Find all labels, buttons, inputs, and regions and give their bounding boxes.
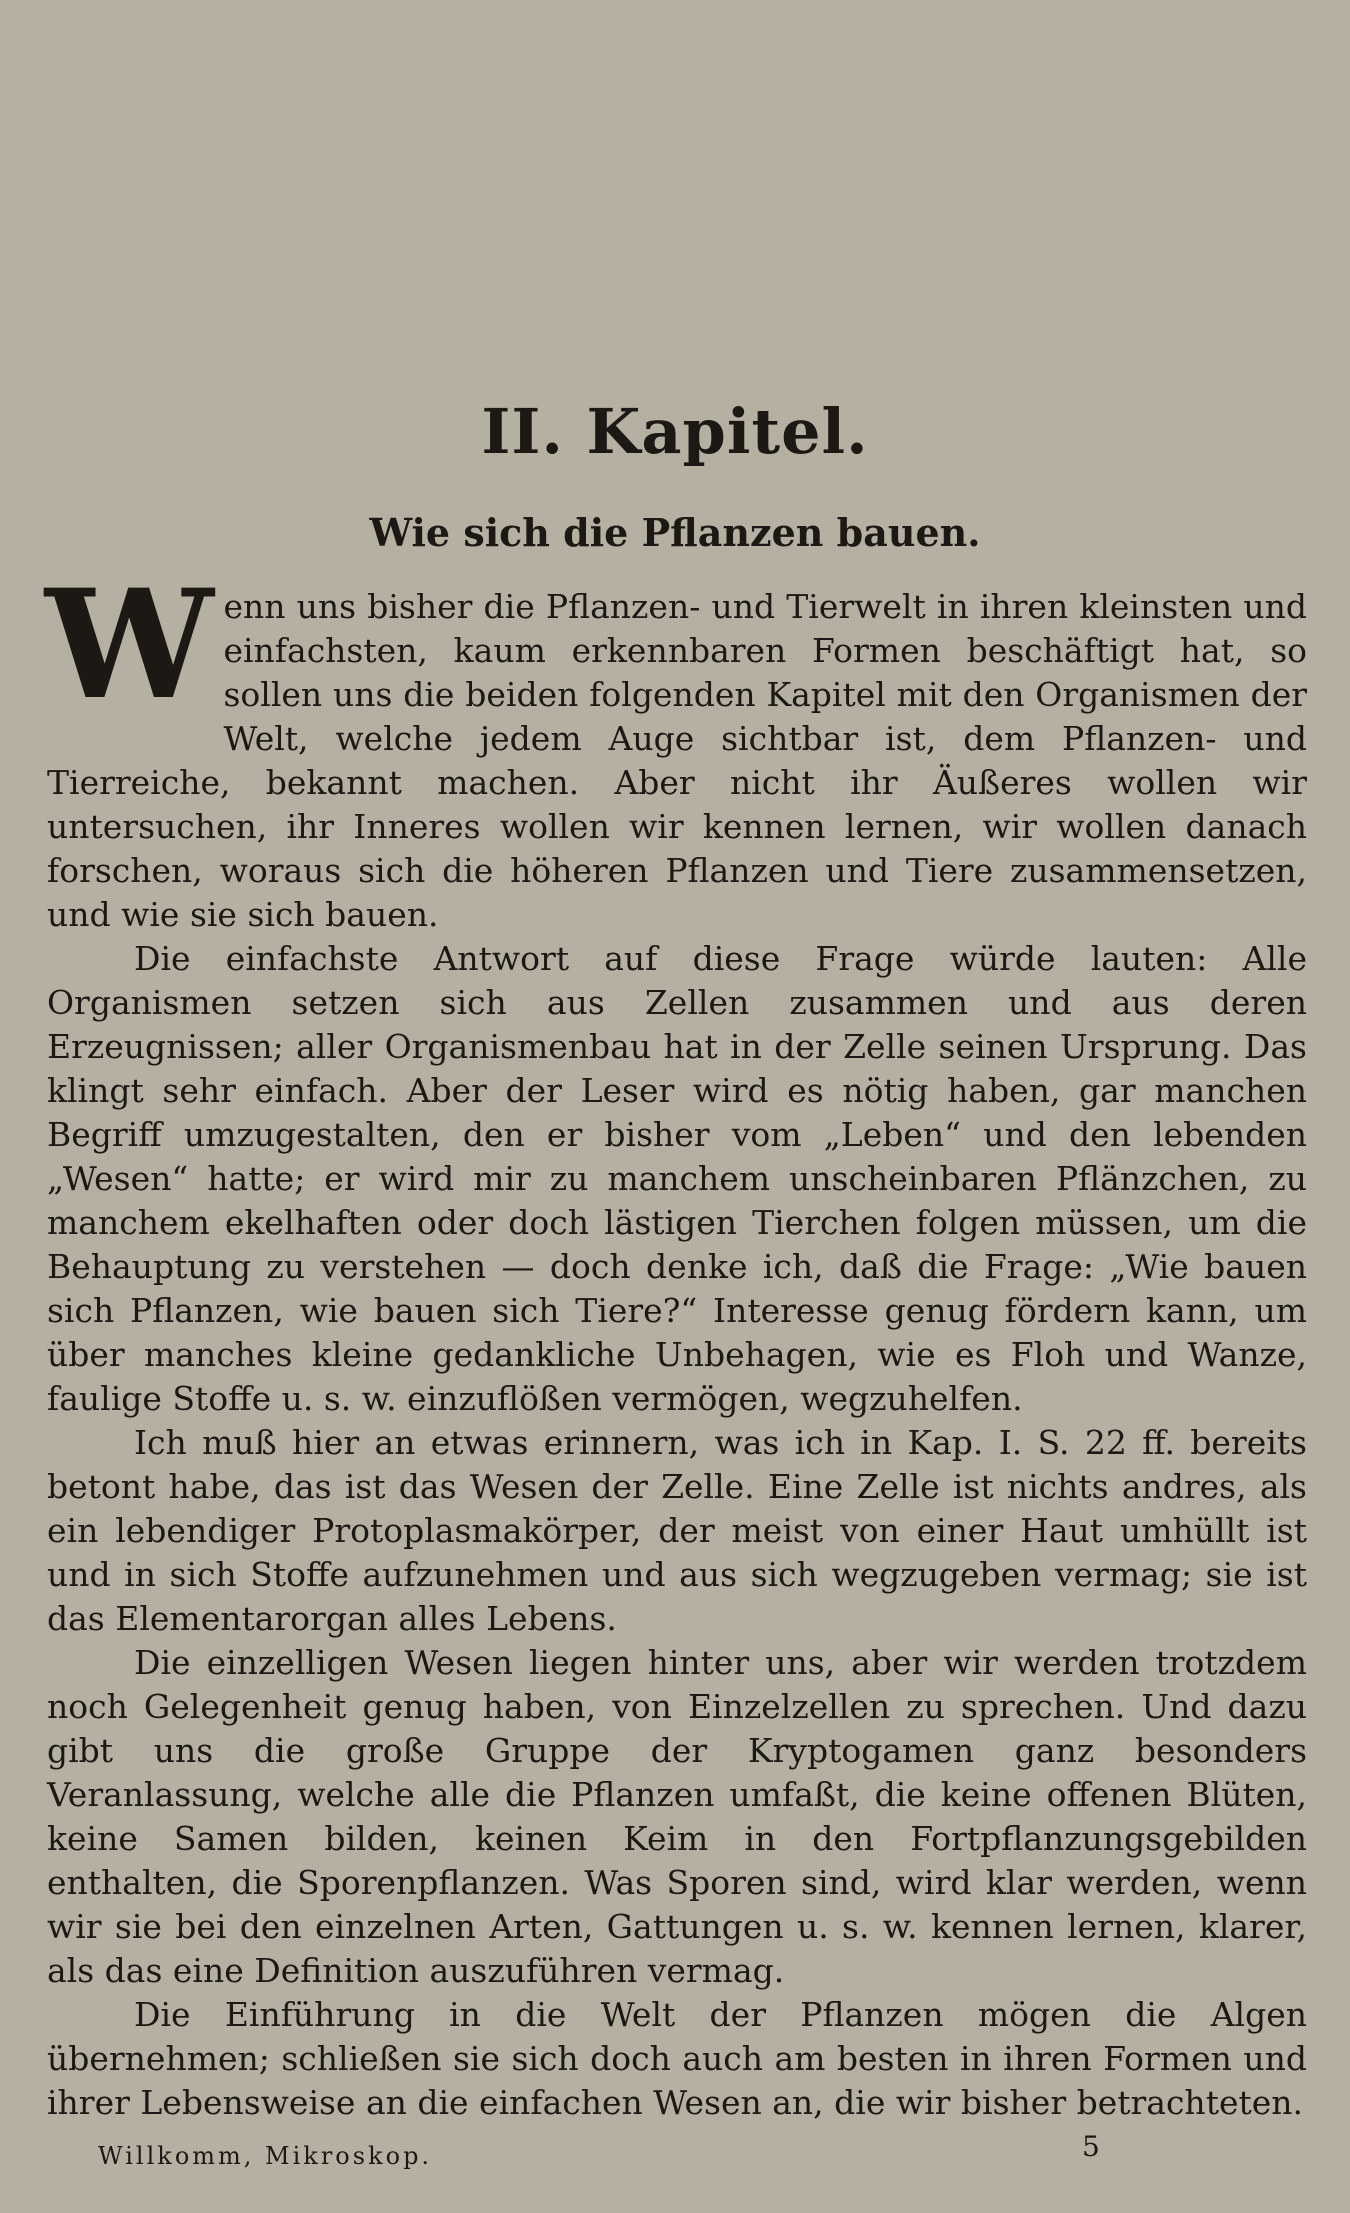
paragraph-2: Die einfachste Antwort auf diese Frage würde lauten: Alle Organismen setzen sich aus Zellen zusammen und aus deren Erzeugnissen; aller Organismenbau hat in der Zelle seinen Ursprung. Das klingt sehr einfach. Aber der Leser wird es nötig haben, gar manchen Begriff umzugestalten, den er bisher vom „Leben“ und den lebenden „Wesen“ hatte; er wird mir zu manchem unscheinbaren Pflänzchen, zu manchem ekelhaften oder doch lästigen Tierchen folgen müssen, um die Behauptung zu verstehen — doch denke ich, daß die Frage: „Wie bauen sich Pflanzen, wie bauen sich Tiere?“ Interesse genug fördern kann, um über manches kleine gedankliche Unbehagen, wie es Floh und Wanze, faulige Stoffe u. s. w. einzuflößen vermögen, wegzuhelfen. (47, 939, 1307, 1418)
page-number: 5 (1082, 2130, 1100, 2163)
paragraph-4: Die einzelligen Wesen liegen hinter uns, aber wir werden trotzdem noch Gelegenheit genug haben, von Einzelzellen zu sprechen. Und dazu gibt uns die große Gruppe der Kryptogamen ganz besonders Veranlassung, welche alle die Pflanzen umfaßt, die keine offenen Blüten, keine Samen bilden, keinen Keim in den Fortpflanzungsgebilden enthalten, die Sporenpflanzen. Was Sporen sind, wird klar werden, wenn wir sie bei den einzelnen Arten, Gattungen u. s. w. kennen lernen, klarer, als das eine Definition auszuführen vermag. (47, 1643, 1307, 1990)
drop-cap-initial: W (45, 557, 214, 733)
chapter-title: II. Kapitel. (481, 395, 869, 468)
paragraph-5: Die Einführung in die Welt der Pflanzen mögen die Algen übernehmen; schließen sie sich doch auch am besten in ihren Formen und ihrer Lebensweise an die einfachen Wesen an, die wir bisher betrachteten. (47, 1995, 1307, 2122)
paragraph-1-text: enn uns bisher die Pflanzen- und Tierwelt in ihren kleinsten und einfachsten, kaum erkennbaren Formen beschäftigt hat, so sollen uns die beiden folgenden Kapitel mit den Organismen der Welt, welche jedem Auge sichtbar ist, dem Pflanzen- und Tierreiche, bekannt machen. Aber nicht ihr Äußeres wollen wir untersuchen, ihr Inneres wollen wir kennen lernen, wir wollen danach forschen, woraus sich die höheren Pflanzen und Tiere zusammensetzen, und wie sie sich bauen. (47, 587, 1307, 934)
paragraph-1 (45, 557, 1307, 937)
paragraph-3: Ich muß hier an etwas erinnern, was ich in Kap. I. S. 22 ff. bereits betont habe, das ist das Wesen der Zelle. Eine Zelle ist nichts andres, als ein lebendiger Protoplasmakörper, der meist von einer Haut umhüllt ist und in sich Stoffe aufzunehmen und aus sich wegzugeben vermag; sie ist das Elementarorgan alles Lebens. (47, 1423, 1307, 1638)
body-text (45, 557, 1307, 2125)
chapter-subtitle: Wie sich die Pflanzen bauen. (369, 510, 981, 555)
footer-signature: Willkomm, Mikroskop. (98, 2142, 433, 2170)
